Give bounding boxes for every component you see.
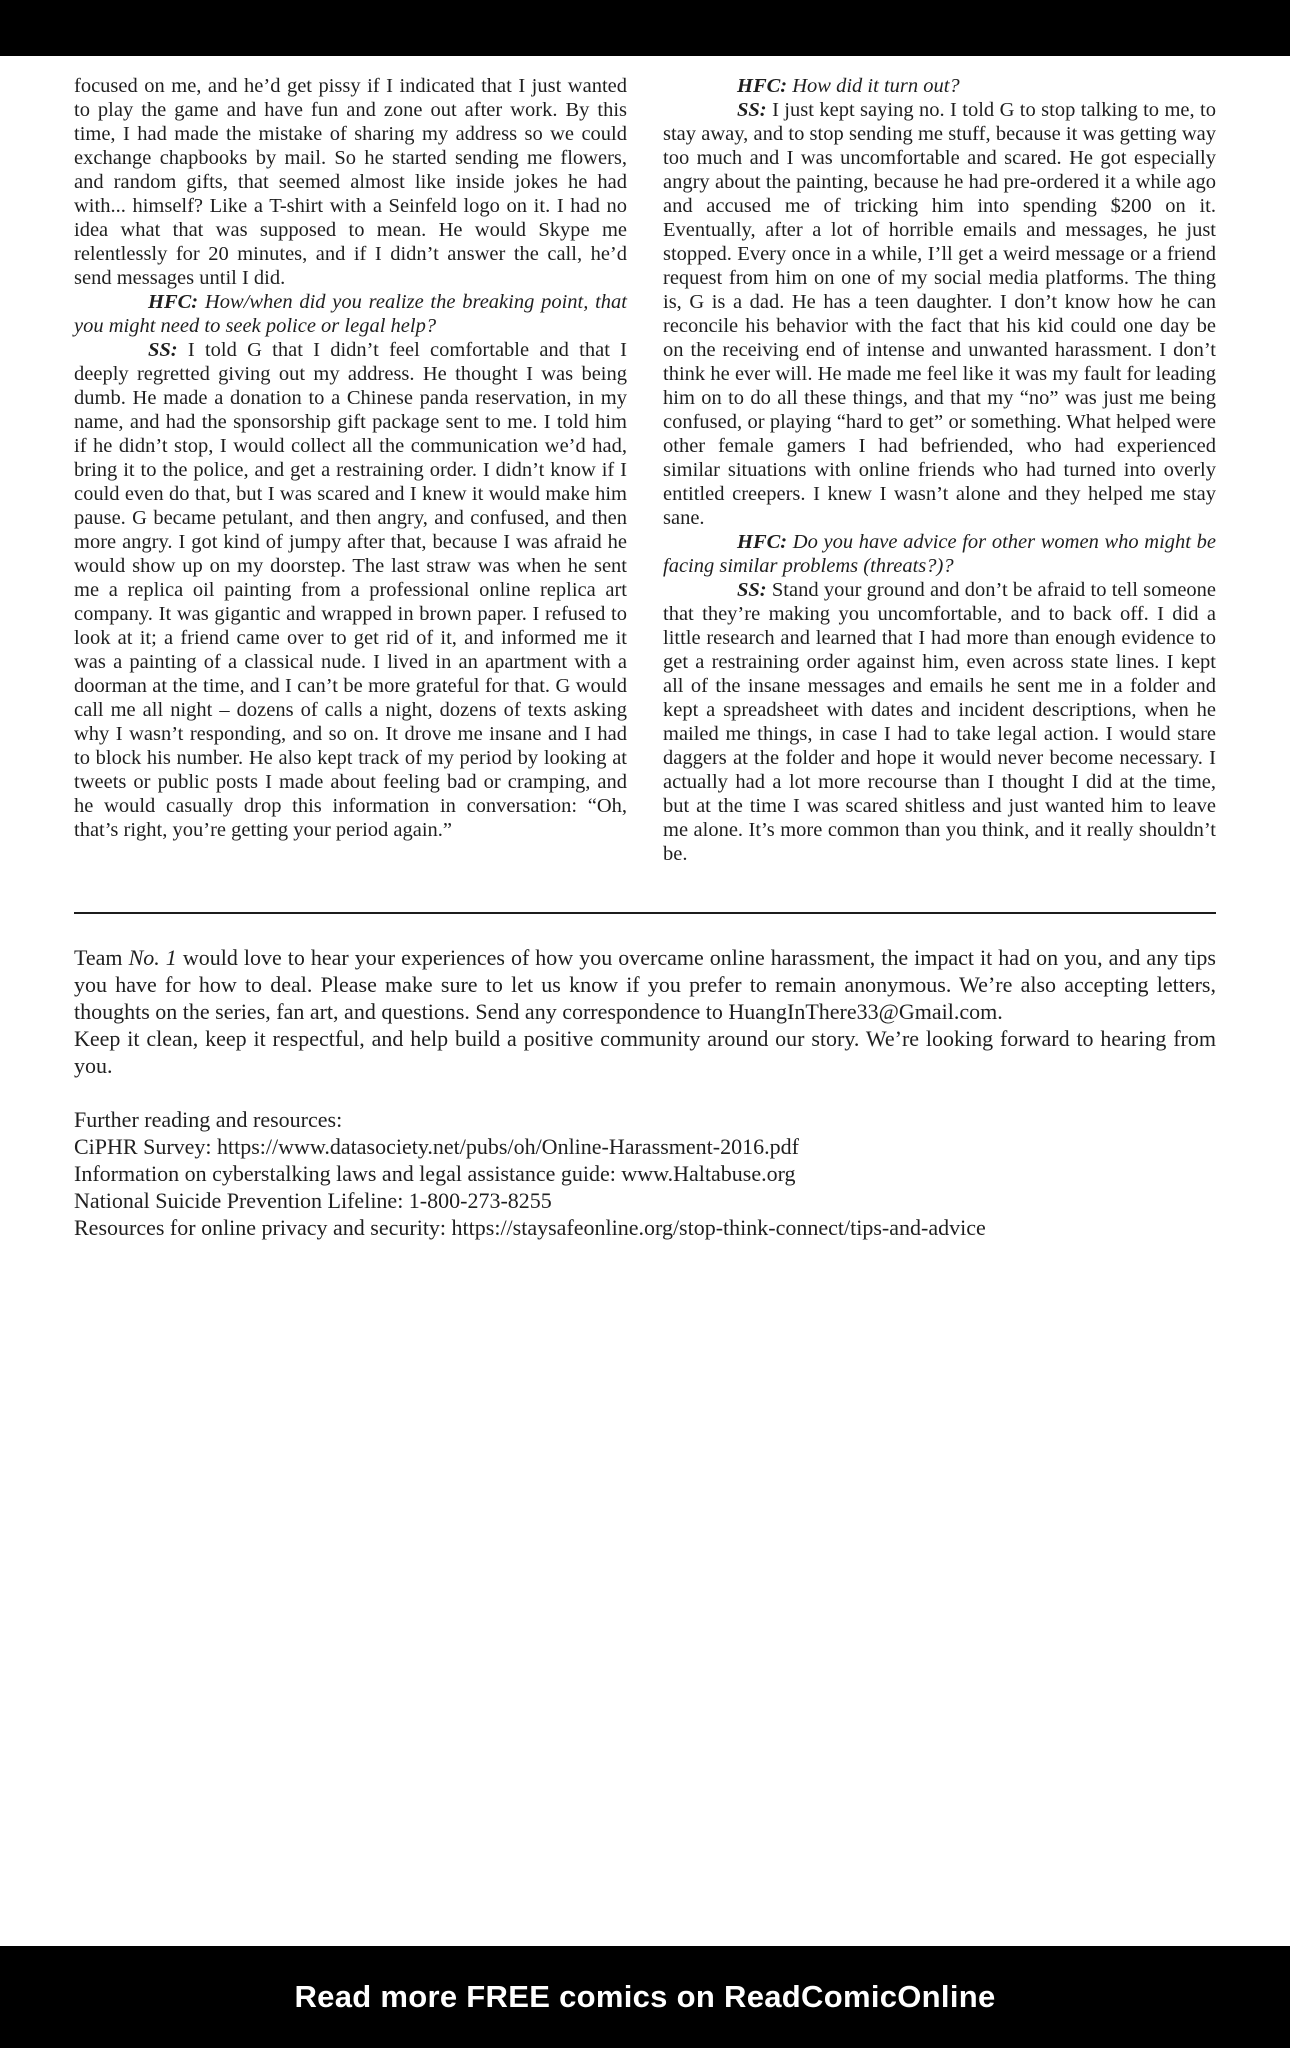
reader-correspondence-note bbox=[74, 944, 1216, 1025]
speaker-label: HFC: bbox=[737, 531, 788, 553]
right-column bbox=[663, 74, 1216, 866]
page-content bbox=[0, 56, 1290, 1241]
answer-text: I just kept saying no. I told G to stop talking to me, to stay away, and to stop sending me stuff, because it was getting way too much and I was uncomfortable and scared. He got especially angry about the painting, because he had pre-ordered it a while ago and accused me of tricking him into spending $200 on it. Eventually, after a lot of horrible emails and messages, he just stopped. Every once in a while, I’ll get a weird message or a friend request from him on one of my social media platforms. The thing is, G is a dad. He has a teen daughter. I don’t know how he can reconcile his behavior with the fact that his kid could one day be on the receiving end of intense and unwanted harassment. I don’t think he ever will. He made me feel like it was my fault for leading him on to do all these things, and that my “no” was just me being confused, or playing “hard to get” or something. What helped were other female gamers I had befriended, who had experienced similar situations with online friends who had turned into overly entitled creepers. I knew I wasn’t alone and they helped me stay sane. bbox=[663, 99, 1216, 529]
speaker-label: SS: bbox=[737, 99, 767, 121]
speaker-label: SS: bbox=[148, 339, 178, 361]
resource-line-ciphr-survey: CiPHR Survey: https://www.datasociety.net/pubs/oh/Online-Harassment-2016.pdf bbox=[74, 1134, 799, 1159]
left-column bbox=[74, 74, 627, 866]
note-intro: Team bbox=[74, 945, 123, 970]
interview-answer-continuation bbox=[74, 74, 627, 290]
answer-text: I told G that I didn’t feel comfortable and that I deeply regretted giving out my address. He thought I was being dumb. He made a donation to a Chinese panda reservation, in my name, and had the sponsorship gift package sent to me. I told him if he didn’t stop, I would collect all the communication we’d had, bring it to the police, and get a restraining order. I didn’t know if I could even do that, but I was scared and I knew it would make him pause. G became petulant, and then angry, and confused, and then more angry. I got kind of jumpy after that, because I was afraid he would show up on my doorstep. The last straw was when he sent me a replica oil painting from a professional online replica art company. It was gigantic and wrapped in brown paper. I refused to look at it; a friend came over to get rid of it, and informed me it was a painting of a classical nude. I lived in an apartment with a doorman at the time, and I can’t be more grateful for that. G would call me all night – dozens of calls a night, dozens of texts asking why I wasn’t responding, and so on. It drove me insane and I had to block his number. He also kept track of my period by looking at tweets or public posts I made about feeling bad or cramping, and he would casually drop this information in conversation: “Oh, that’s right, you’re getting your period again.” bbox=[74, 339, 627, 841]
speaker-label: HFC: bbox=[148, 291, 199, 313]
interview-question bbox=[663, 530, 1216, 578]
question-text: How/when did you realize the breaking point, that you might need to seek police or legal help? bbox=[74, 291, 628, 337]
resource-line-cyberstalking-guide: Information on cyberstalking laws and legal assistance guide: www.Haltabuse.org bbox=[74, 1161, 796, 1186]
bottom-black-bar bbox=[0, 1946, 1290, 2048]
answer-text: focused on me, and he’d get pissy if I indicated that I just wanted to play the game and have fun and zone out after work. By this time, I had made the mistake of sharing my address so we could exchange chapbooks by mail. So he started sending me flowers, and random gifts, that seemed almost like inside jokes he had with... himself? Like a T-shirt with a Seinfeld logo on it. I had no idea what that was supposed to mean. He would Skype me relentlessly for 20 minutes, and if I didn’t answer the call, he’d send messages until I did. bbox=[74, 75, 627, 289]
answer-text: Stand your ground and don’t be afraid to tell someone that they’re making you uncomfortable, and to back off. I did a little research and learned that I had more than enough evidence to get a restraining order against him, even across state lines. I kept all of the insane messages and emails he sent me in a folder and kept a spreadsheet with dates and incident descriptions, when he mailed me things, in case I had to take legal action. I would stare daggers at the folder and hope it would never become necessary. I actually had a lot more recourse than I thought I did at the time, but at the time I was scared shitless and just wanted him to leave me alone. It’s more common than you think, and it really shouldn’t be. bbox=[663, 579, 1217, 865]
series-title: No. 1 bbox=[128, 945, 177, 970]
resources-section bbox=[74, 1106, 1216, 1241]
speaker-label: HFC: bbox=[737, 75, 788, 97]
site-banner-text: Read more FREE comics on ReadComicOnline bbox=[294, 1979, 996, 2014]
question-text: How did it turn out? bbox=[792, 75, 960, 97]
resource-line-suicide-prevention-lifeline: National Suicide Prevention Lifeline: 1-800-273-8255 bbox=[74, 1188, 552, 1213]
back-matter-footer bbox=[74, 944, 1216, 1241]
top-black-bar bbox=[0, 0, 1290, 56]
question-text: Do you have advice for other women who might be facing similar problems (threats?)? bbox=[663, 531, 1216, 577]
interview-question bbox=[74, 290, 627, 338]
interview-columns bbox=[74, 74, 1216, 866]
section-divider bbox=[74, 912, 1216, 914]
speaker-label: SS: bbox=[737, 579, 767, 601]
interview-answer bbox=[663, 98, 1216, 530]
interview-question bbox=[663, 74, 1216, 98]
interview-answer bbox=[663, 578, 1216, 866]
note-body: would love to hear your experiences of how you overcame online harassment, the impact it had on you, and any tips you have for how to deal. Please make sure to let us know if you prefer to remain anonymous. We’re also accepting letters, thoughts on the series, fan art, and questions. Send any correspondence to HuangInThere33@Gmail.com. bbox=[74, 945, 1216, 1024]
community-note: Keep it clean, keep it respectful, and help build a positive community around our story. We’re looking forward to hearing from you. bbox=[74, 1026, 1216, 1078]
interview-answer bbox=[74, 338, 627, 842]
resource-line-online-privacy: Resources for online privacy and security: https://staysafeonline.org/stop-think-connect/tips-and-advice bbox=[74, 1215, 986, 1240]
resources-heading: Further reading and resources: bbox=[74, 1107, 343, 1132]
